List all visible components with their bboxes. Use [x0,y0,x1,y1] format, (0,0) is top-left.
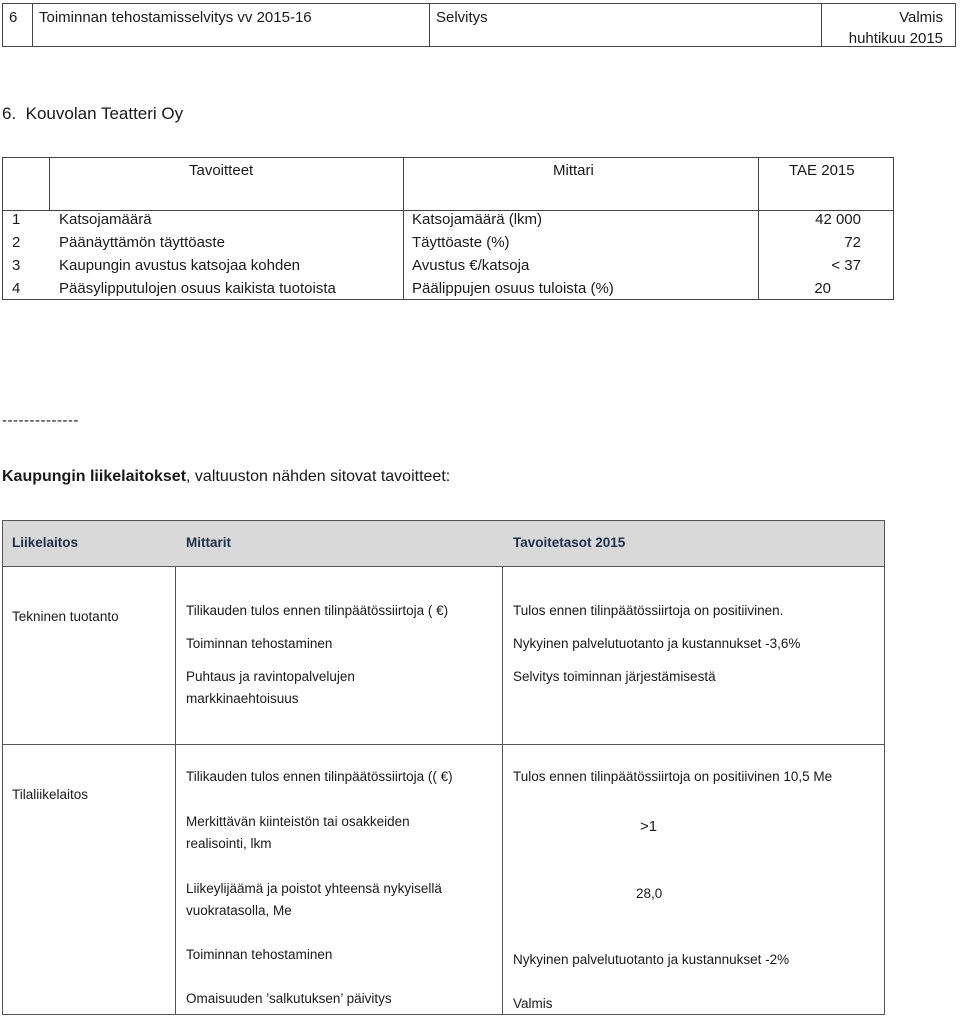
target-cell: 28,0 [636,886,663,901]
header-doc-type: Selvitys [436,9,488,26]
unit-col-header: Liikelaitos [12,535,79,550]
header-number-cell [3,4,33,46]
row-number: 1 [12,211,21,228]
divider [502,566,503,1014]
metric-cell: Liikeylijäämä ja poistot yhteensä nykyisellä [186,881,442,896]
row-target: 20 [814,280,831,297]
header-title: Toiminnan tehostamisselvitys vv 2015-16 [39,9,312,26]
separator-line: -------------- [2,412,79,429]
metric-cell: Puhtaus ja ravintopalvelujen [186,669,355,684]
row-metric: Päälippujen osuus tuloista (%) [412,280,614,297]
goals-col-header: Tavoitteet [189,162,254,179]
row-goal: Päänäyttämön täyttöaste [59,234,225,251]
document-header-table [2,3,956,47]
divider [403,158,404,299]
metric-col-header: Mittari [553,162,594,179]
section-number: 6. [2,104,17,123]
target-cell: Selvitys toiminnan järjestämisestä [513,669,716,684]
unit-tekninen-tuotanto: Tekninen tuotanto [12,609,119,624]
intro-rest: , valtuuston nähden sitovat tavoitteet: [186,468,451,485]
row-goal: Pääsylipputulojen osuus kaikista tuotoista [59,280,336,297]
target-cell: Nykyinen palvelutuotanto ja kustannukset -3,6% [513,636,801,651]
metric-cell: vuokratasolla, Me [186,903,292,918]
divider [3,744,884,745]
row-goal: Katsojamäärä [59,211,152,228]
enterprise-table-header [3,521,884,567]
metric-cell: Toiminnan tehostaminen [186,636,333,651]
target-cell: Nykyinen palvelutuotanto ja kustannukset -2% [513,952,790,967]
target-cell: >1 [640,818,658,835]
metric-cell: Merkittävän kiinteistön tai osakkeiden [186,814,410,829]
header-date: huhtikuu 2015 [848,30,943,47]
header-doctype-cell [430,4,822,46]
target-cell: Tulos ennen tilinpäätössiirtoja on positiivinen. [513,603,784,618]
row-metric: Avustus €/katsoja [412,257,530,274]
row-number: 3 [12,257,21,274]
metric-cell: Tilikauden tulos ennen tilinpäätössiirtoja ( €) [186,603,449,618]
header-status: Valmis [899,9,943,26]
metric-cell: markkinaehtoisuus [186,691,299,706]
row-goal: Kaupungin avustus katsojaa kohden [59,257,301,274]
section-heading [2,104,183,124]
header-number: 6 [9,9,18,26]
row-target: < 37 [831,257,861,274]
row-metric: Katsojamäärä (lkm) [412,211,543,228]
header-title-cell [33,4,430,46]
metrics-col-header: Mittarit [186,535,231,550]
section-title: Kouvolan Teatteri Oy [25,104,184,123]
metric-cell: Toiminnan tehostaminen [186,947,333,962]
row-number: 4 [12,280,21,297]
divider [175,566,176,1014]
target-cell: Tulos ennen tilinpäätössiirtoja on positiivinen 10,5 Me [513,769,833,784]
row-target: 42 000 [815,211,861,228]
intro-bold: Kaupungin liikelaitokset [2,468,187,485]
goals-table [2,157,894,300]
enterprise-table [2,520,885,1015]
row-metric: Täyttöaste (%) [412,234,510,251]
target-col-header: TAE 2015 [789,162,855,179]
target-cell: Valmis [513,996,553,1011]
targets-col-header: Tavoitetasot 2015 [513,535,626,550]
metric-cell: Omaisuuden ’salkutuksen’ päivitys [186,991,392,1006]
metric-cell: Tilikauden tulos ennen tilinpäätössiirtoja (( €) [186,769,453,784]
header-status-cell [822,4,955,46]
unit-tilaliikelaitos: Tilaliikelaitos [12,787,89,802]
row-target: 72 [844,234,861,251]
divider [758,158,759,299]
row-number: 2 [12,234,21,251]
metric-cell: realisointi, lkm [186,836,272,851]
enterprise-intro [2,468,450,486]
divider [49,158,50,210]
